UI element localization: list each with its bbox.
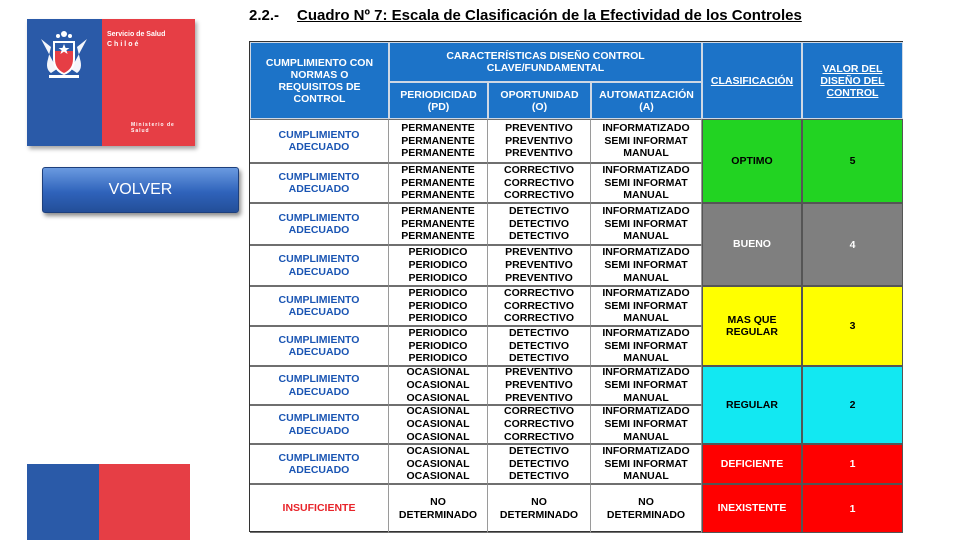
automatizacion-cell bbox=[591, 444, 702, 484]
automatizacion-value: INFORMATIZADO bbox=[602, 405, 690, 418]
automatizacion-value: SEMI INFORMAT bbox=[604, 379, 688, 392]
oportunidad-value: CORRECTIVO bbox=[503, 163, 574, 176]
oportunidad-value: DETECTIVO bbox=[508, 339, 570, 352]
cumplimiento-cell: CUMPLIMIENTO ADECUADO bbox=[250, 444, 389, 484]
oportunidad-value: DETECTIVO bbox=[508, 326, 570, 339]
periodicidad-value: DETERMINADO bbox=[398, 508, 478, 521]
table-title: Cuadro Nº 7: Escala de Clasificación de la Efectividad de los Controles bbox=[297, 7, 802, 24]
oportunidad-value: PREVENTIVO bbox=[505, 259, 573, 272]
servicio-salud-logo bbox=[27, 19, 195, 146]
oportunidad-value: PREVENTIVO bbox=[505, 379, 573, 392]
oportunidad-value: CORRECTIVO bbox=[503, 189, 574, 202]
oportunidad-value: PREVENTIVO bbox=[505, 366, 573, 379]
periodicidad-cell bbox=[389, 484, 488, 533]
automatizacion-value: INFORMATIZADO bbox=[602, 121, 690, 134]
classification-table bbox=[249, 41, 903, 532]
control-value-cell: 5 bbox=[802, 119, 903, 203]
oportunidad-value: NO bbox=[531, 495, 547, 508]
periodicidad-value: PERIODICO bbox=[408, 246, 468, 259]
periodicidad-cell bbox=[389, 366, 488, 405]
logo-org-region: Chiloé bbox=[107, 41, 141, 48]
automatizacion-value: MANUAL bbox=[623, 189, 669, 202]
automatizacion-value: MANUAL bbox=[623, 271, 669, 284]
periodicidad-cell bbox=[389, 119, 488, 163]
automatizacion-value: MANUAL bbox=[623, 312, 669, 325]
classification-cell: DEFICIENTE bbox=[702, 444, 802, 484]
periodicidad-cell bbox=[389, 245, 488, 286]
classification-cell: REGULAR bbox=[702, 366, 802, 444]
control-value-cell: 2 bbox=[802, 366, 903, 444]
flag-decoration bbox=[27, 464, 190, 540]
oportunidad-value: CORRECTIVO bbox=[503, 405, 574, 418]
automatizacion-cell bbox=[591, 245, 702, 286]
oportunidad-value: DETECTIVO bbox=[508, 470, 570, 483]
oportunidad-value: PREVENTIVO bbox=[505, 391, 573, 404]
periodicidad-value: PERMANENTE bbox=[401, 163, 475, 176]
oportunidad-cell bbox=[488, 286, 591, 326]
oportunidad-cell bbox=[488, 119, 591, 163]
oportunidad-cell bbox=[488, 444, 591, 484]
periodicidad-value: OCASIONAL bbox=[406, 366, 470, 379]
header-cumplimiento: CUMPLIMIENTO CON NORMAS O REQUISITOS DE CONTROL bbox=[250, 42, 389, 119]
automatizacion-value: SEMI INFORMAT bbox=[604, 259, 688, 272]
oportunidad-value: DETECTIVO bbox=[508, 457, 570, 470]
automatizacion-value: SEMI INFORMAT bbox=[604, 457, 688, 470]
periodicidad-value: OCASIONAL bbox=[406, 457, 470, 470]
oportunidad-cell bbox=[488, 484, 591, 533]
flag-red-panel bbox=[99, 464, 190, 540]
periodicidad-cell bbox=[389, 203, 488, 245]
automatizacion-value: SEMI INFORMAT bbox=[604, 134, 688, 147]
automatizacion-value: INFORMATIZADO bbox=[602, 444, 690, 457]
oportunidad-cell bbox=[488, 405, 591, 444]
automatizacion-value: INFORMATIZADO bbox=[602, 366, 690, 379]
cumplimiento-cell: CUMPLIMIENTO ADECUADO bbox=[250, 405, 389, 444]
oportunidad-value: PREVENTIVO bbox=[505, 271, 573, 284]
oportunidad-value: DETERMINADO bbox=[499, 508, 579, 521]
header-valor: VALOR DEL DISEÑO DEL CONTROL bbox=[802, 42, 903, 119]
automatizacion-value: MANUAL bbox=[623, 430, 669, 443]
oportunidad-value: PREVENTIVO bbox=[505, 246, 573, 259]
automatizacion-cell bbox=[591, 163, 702, 203]
cumplimiento-cell: CUMPLIMIENTO ADECUADO bbox=[250, 119, 389, 163]
volver-button[interactable]: VOLVER bbox=[42, 167, 239, 213]
oportunidad-value: DETECTIVO bbox=[508, 230, 570, 243]
periodicidad-value: PERMANENTE bbox=[401, 230, 475, 243]
periodicidad-value: PERMANENTE bbox=[401, 217, 475, 230]
oportunidad-value: CORRECTIVO bbox=[503, 176, 574, 189]
periodicidad-value: PERIODICO bbox=[408, 326, 468, 339]
oportunidad-cell bbox=[488, 203, 591, 245]
oportunidad-cell bbox=[488, 163, 591, 203]
periodicidad-value: OCASIONAL bbox=[406, 444, 470, 457]
cumplimiento-cell: CUMPLIMIENTO ADECUADO bbox=[250, 366, 389, 405]
periodicidad-value: PERIODICO bbox=[408, 339, 468, 352]
automatizacion-value: MANUAL bbox=[623, 147, 669, 160]
periodicidad-value: PERIODICO bbox=[408, 312, 468, 325]
cumplimiento-cell: CUMPLIMIENTO ADECUADO bbox=[250, 286, 389, 326]
automatizacion-cell bbox=[591, 405, 702, 444]
oportunidad-value: DETECTIVO bbox=[508, 204, 570, 217]
automatizacion-cell bbox=[591, 286, 702, 326]
automatizacion-value: MANUAL bbox=[623, 230, 669, 243]
header-caracteristicas: CARACTERÍSTICAS DISEÑO CONTROL CLAVE/FUNDAMENTAL bbox=[389, 42, 702, 82]
oportunidad-cell bbox=[488, 366, 591, 405]
automatizacion-cell bbox=[591, 203, 702, 245]
periodicidad-cell bbox=[389, 444, 488, 484]
periodicidad-cell bbox=[389, 326, 488, 366]
logo-ministry: Ministerio de Salud bbox=[131, 122, 175, 134]
oportunidad-value: PREVENTIVO bbox=[505, 147, 573, 160]
logo-org-name: Servicio de Salud bbox=[107, 31, 166, 38]
automatizacion-value: SEMI INFORMAT bbox=[604, 339, 688, 352]
periodicidad-value: PERIODICO bbox=[408, 271, 468, 284]
periodicidad-value: NO bbox=[430, 495, 446, 508]
automatizacion-value: SEMI INFORMAT bbox=[604, 176, 688, 189]
periodicidad-value: PERMANENTE bbox=[401, 134, 475, 147]
automatizacion-value: MANUAL bbox=[623, 352, 669, 365]
oportunidad-value: PREVENTIVO bbox=[505, 134, 573, 147]
chile-coat-of-arms-icon bbox=[35, 25, 93, 83]
periodicidad-value: PERIODICO bbox=[408, 299, 468, 312]
oportunidad-cell bbox=[488, 245, 591, 286]
oportunidad-value: CORRECTIVO bbox=[503, 312, 574, 325]
page-title bbox=[249, 7, 802, 24]
section-number: 2.2.- bbox=[249, 7, 280, 24]
cumplimiento-cell: CUMPLIMIENTO ADECUADO bbox=[250, 245, 389, 286]
periodicidad-value: PERIODICO bbox=[408, 286, 468, 299]
oportunidad-value: CORRECTIVO bbox=[503, 286, 574, 299]
periodicidad-cell bbox=[389, 163, 488, 203]
cumplimiento-cell: CUMPLIMIENTO ADECUADO bbox=[250, 203, 389, 245]
periodicidad-value: PERMANENTE bbox=[401, 121, 475, 134]
classification-cell: INEXISTENTE bbox=[702, 484, 802, 533]
flag-blue-panel bbox=[27, 464, 99, 540]
cumplimiento-cell: CUMPLIMIENTO ADECUADO bbox=[250, 163, 389, 203]
header-automatizacion: AUTOMATIZACIÓN (A) bbox=[591, 82, 702, 119]
automatizacion-cell bbox=[591, 119, 702, 163]
oportunidad-value: DETECTIVO bbox=[508, 352, 570, 365]
automatizacion-value: INFORMATIZADO bbox=[602, 246, 690, 259]
periodicidad-value: OCASIONAL bbox=[406, 470, 470, 483]
automatizacion-value: DETERMINADO bbox=[606, 508, 686, 521]
automatizacion-value: SEMI INFORMAT bbox=[604, 217, 688, 230]
cumplimiento-cell: CUMPLIMIENTO ADECUADO bbox=[250, 326, 389, 366]
classification-cell: OPTIMO bbox=[702, 119, 802, 203]
automatizacion-value: INFORMATIZADO bbox=[602, 204, 690, 217]
periodicidad-value: PERIODICO bbox=[408, 259, 468, 272]
periodicidad-value: OCASIONAL bbox=[406, 430, 470, 443]
oportunidad-value: CORRECTIVO bbox=[503, 299, 574, 312]
automatizacion-cell bbox=[591, 326, 702, 366]
periodicidad-value: PERIODICO bbox=[408, 352, 468, 365]
control-value-cell: 1 bbox=[802, 444, 903, 484]
automatizacion-value: SEMI INFORMAT bbox=[604, 418, 688, 431]
oportunidad-value: DETECTIVO bbox=[508, 444, 570, 457]
header-clasificacion: CLASIFICACIÓN bbox=[702, 42, 802, 119]
control-value-cell: 4 bbox=[802, 203, 903, 286]
oportunidad-value: DETECTIVO bbox=[508, 217, 570, 230]
automatizacion-cell bbox=[591, 366, 702, 405]
header-periodicidad: PERIODICIDAD (PD) bbox=[389, 82, 488, 119]
periodicidad-value: PERMANENTE bbox=[401, 147, 475, 160]
periodicidad-cell bbox=[389, 286, 488, 326]
control-value-cell: 3 bbox=[802, 286, 903, 366]
oportunidad-value: PREVENTIVO bbox=[505, 121, 573, 134]
header-oportunidad: OPORTUNIDAD (O) bbox=[488, 82, 591, 119]
periodicidad-value: PERMANENTE bbox=[401, 204, 475, 217]
control-value-cell: 1 bbox=[802, 484, 903, 533]
periodicidad-cell bbox=[389, 405, 488, 444]
automatizacion-value: MANUAL bbox=[623, 391, 669, 404]
periodicidad-value: OCASIONAL bbox=[406, 418, 470, 431]
automatizacion-value: INFORMATIZADO bbox=[602, 286, 690, 299]
automatizacion-value: INFORMATIZADO bbox=[602, 163, 690, 176]
periodicidad-value: OCASIONAL bbox=[406, 405, 470, 418]
cumplimiento-cell: INSUFICIENTE bbox=[250, 484, 389, 533]
periodicidad-value: PERMANENTE bbox=[401, 176, 475, 189]
automatizacion-cell bbox=[591, 484, 702, 533]
periodicidad-value: OCASIONAL bbox=[406, 391, 470, 404]
classification-cell: BUENO bbox=[702, 203, 802, 286]
automatizacion-value: INFORMATIZADO bbox=[602, 326, 690, 339]
automatizacion-value: SEMI INFORMAT bbox=[604, 299, 688, 312]
periodicidad-value: PERMANENTE bbox=[401, 189, 475, 202]
oportunidad-value: CORRECTIVO bbox=[503, 418, 574, 431]
automatizacion-value: MANUAL bbox=[623, 470, 669, 483]
periodicidad-value: OCASIONAL bbox=[406, 379, 470, 392]
classification-cell: MAS QUE REGULAR bbox=[702, 286, 802, 366]
automatizacion-value: NO bbox=[638, 495, 654, 508]
oportunidad-cell bbox=[488, 326, 591, 366]
oportunidad-value: CORRECTIVO bbox=[503, 430, 574, 443]
